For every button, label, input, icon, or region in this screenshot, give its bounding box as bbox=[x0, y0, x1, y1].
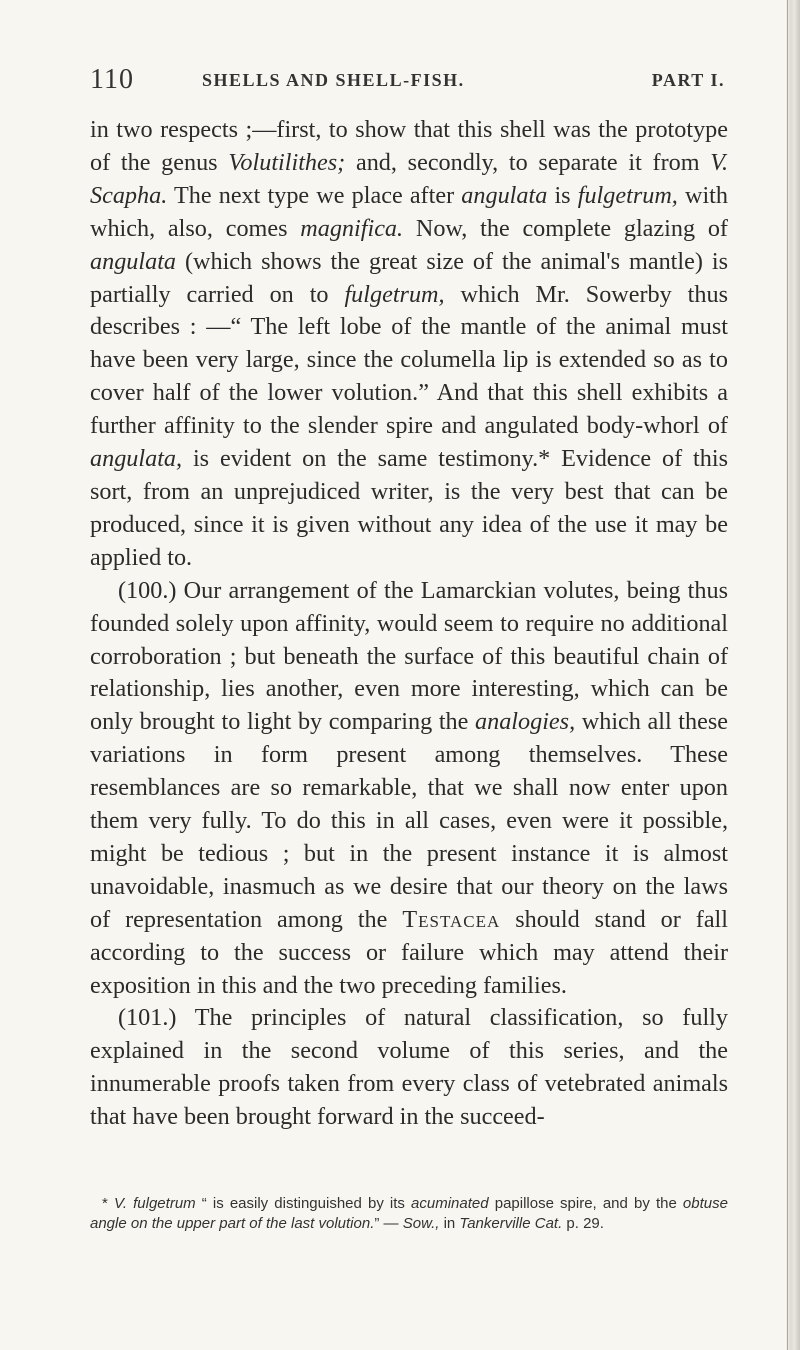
italic-span: fulgetrum, bbox=[577, 181, 678, 209]
text-span: p. 29. bbox=[562, 1215, 604, 1232]
footnote bbox=[90, 1194, 728, 1234]
italic-span: Tankerville Cat. bbox=[459, 1215, 563, 1232]
text-span: papillose spire, and by the bbox=[488, 1195, 683, 1212]
page-edge bbox=[786, 0, 800, 1350]
italic-span: Sow., bbox=[402, 1215, 440, 1232]
italic-span: analogies, bbox=[475, 708, 576, 736]
italic-span: angulata bbox=[90, 247, 177, 275]
text-span: The next type we place after bbox=[167, 181, 462, 209]
text-span: which Mr. Sowerby thus describes : —“ The left lobe of the mantle of the animal must have been very large, since the columella lip is extended so as to cover half of the lower volution.” And that this shell exhibits a further affinity to the slender spire and angulated body-whorl of bbox=[90, 280, 728, 440]
text-span: and, secondly, to separate it from bbox=[345, 148, 711, 176]
text-span: (101.) The principles of natural classification, so fully explained in the second volume of this series, and the innumerable proofs taken from every class of vetebrated animals that have been brought forward in the succeed- bbox=[90, 1004, 728, 1131]
italic-span: magnifica. bbox=[300, 214, 404, 242]
text-span: ” — bbox=[374, 1215, 403, 1232]
italic-span: fulgetrum, bbox=[344, 280, 445, 308]
text-span: Now, the complete glazing of bbox=[403, 214, 728, 242]
paragraph-3 bbox=[90, 1002, 728, 1134]
text-span: is evident on the same testimony.* Evidence of this sort, from an unprejudiced writer, is the very best that can be produced, since it is given without any idea of the use it may be applied to. bbox=[90, 445, 728, 571]
italic-span: V. Scapha. bbox=[90, 148, 728, 209]
italic-span: V. fulgetrum bbox=[113, 1195, 196, 1212]
text-span: (100.) Our arrangement of the Lamarckian volutes, being thus founded solely upon affinity, would seem to require no additional corroboration ; but beneath the surface of this beautiful chain of relationship, lies another, even more interesting, which can be only brought to light by comparing the bbox=[90, 576, 728, 736]
text-span: in bbox=[439, 1215, 460, 1232]
italic-span: acuminated bbox=[411, 1195, 489, 1212]
italic-span: angulata, bbox=[90, 445, 183, 473]
running-title: SHELLS AND SHELL-FISH. bbox=[202, 70, 465, 90]
text-span: “ is easily distinguished by its bbox=[195, 1195, 412, 1212]
paragraph-2 bbox=[90, 575, 728, 1003]
footnote-mark: * bbox=[102, 1195, 114, 1212]
paragraph-1 bbox=[90, 114, 728, 575]
text-span: is bbox=[547, 181, 578, 209]
italic-span: Volutilithes; bbox=[228, 148, 346, 176]
italic-span: angulata bbox=[461, 181, 548, 209]
part-label: PART I. bbox=[651, 70, 725, 90]
text-span: should stand or fall according to the success or failure which may attend their exposition in this and the two preceding families. bbox=[90, 905, 728, 999]
small-caps-span: Testacea bbox=[402, 905, 501, 933]
italic-span: obtuse angle on the upper part of the last volution. bbox=[90, 1195, 728, 1232]
text-span: with which, also, comes bbox=[90, 181, 728, 242]
text-span: in two respects ;—first, to show that this shell was the prototype of the genus bbox=[90, 116, 728, 176]
page-number: 110 bbox=[90, 64, 134, 95]
body-text bbox=[90, 114, 728, 1134]
text-span: which all these variations in form present among themselves. These resemblances are so remarkable, that we shall now enter upon them very fully. To do this in all cases, even were it possible, might be tedious ; but in the present instance it is almost unavoidable, inasmuch as we desire that our theory on the laws of representation among the bbox=[90, 708, 729, 933]
page-edge-line bbox=[787, 0, 788, 1350]
page-header bbox=[90, 64, 725, 104]
text-span: (which shows the great size of the animal's mantle) is partially carried on to bbox=[90, 247, 728, 308]
